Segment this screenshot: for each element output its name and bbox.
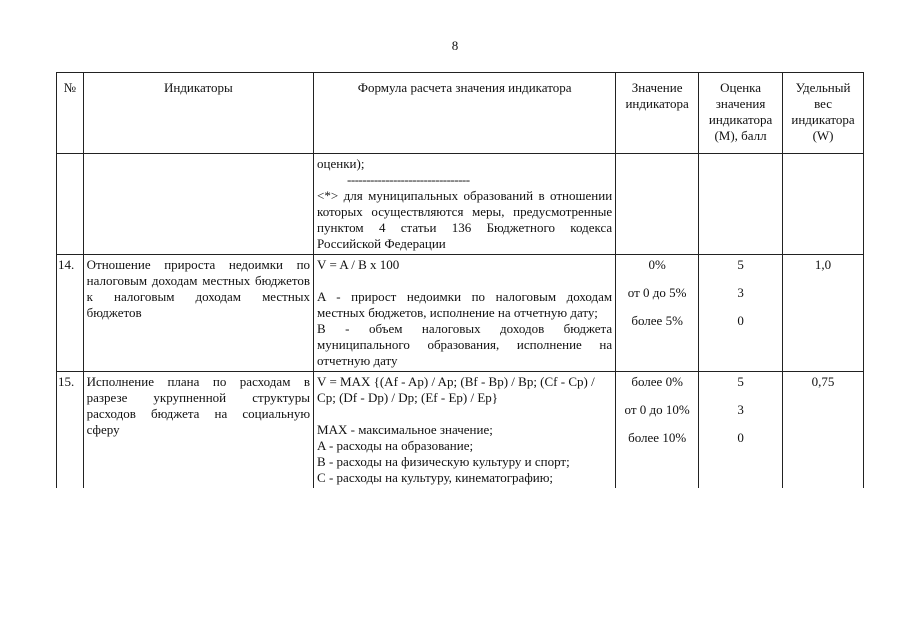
score-item: 0: [737, 313, 744, 328]
row-number: 14.: [57, 255, 84, 372]
header-estimate: Оценка значения индикатора (M), балл: [699, 73, 783, 154]
cell-num: [57, 154, 84, 255]
score-item: 5: [737, 374, 744, 389]
header-value: Значение индикатора: [616, 73, 699, 154]
header-weight: Удельный вес индикатора (W): [783, 73, 864, 154]
table-row-14: [57, 255, 864, 372]
value-cell: [616, 372, 699, 489]
weight-cell: 0,75: [783, 372, 864, 489]
score-cell: [699, 255, 783, 372]
table-row-15: [57, 372, 864, 489]
formula-max: MAX - максимальное значение;: [317, 422, 493, 437]
score-item: 0: [737, 430, 744, 445]
formula-var-a: A - расходы на образование;: [317, 438, 474, 453]
cell-formula: [314, 154, 616, 255]
value-item: от 0 до 5%: [627, 285, 687, 300]
cell-estimate: [699, 154, 783, 255]
formula-line: оценки);: [317, 156, 365, 171]
formula-main: V = MAX {(Af - Ap) / Ap; (Bf - Bp) / Bp; (Cf - Cp) / Cp; (Df - Dp) / Dp; (Ef - Ep) / Ep}: [317, 374, 595, 405]
formula-var-b: B - объем налоговых доходов бюджета муниципального образования, исполнение на отчетную дату: [317, 321, 613, 368]
value-item: более 0%: [631, 374, 683, 389]
indicators-table: [56, 72, 864, 488]
table-row-continuation: [57, 154, 864, 255]
value-item: более 10%: [628, 430, 687, 445]
header-formula: Формула расчета значения индикатора: [314, 73, 616, 154]
formula-main: V = A / B x 100: [317, 257, 400, 272]
header-num: №: [57, 73, 84, 154]
page-number: 8: [451, 38, 459, 53]
cell-value: [616, 154, 699, 255]
formula-cell: [314, 372, 616, 489]
table-header-row: [57, 73, 864, 154]
formula-separator: --------------------------------: [347, 172, 470, 187]
score-cell: [699, 372, 783, 489]
indicator-text: Отношение прироста недоимки по налоговым доходам местных бюджетов к налоговым доходам местных бюджетов: [83, 255, 313, 372]
formula-var-c: C - расходы на культуру, кинематографию;: [317, 470, 554, 485]
score-item: 3: [737, 285, 744, 300]
formula-cell: [314, 255, 616, 372]
header-indicators: Индикаторы: [83, 73, 313, 154]
formula-var-b: B - расходы на физическую культуру и спорт;: [317, 454, 570, 469]
value-item: более 5%: [631, 313, 683, 328]
formula-var-a: A - прирост недоимки по налоговым доходам местных бюджетов, исполнение на отчетную дату;: [317, 289, 613, 320]
row-number: 15.: [57, 372, 84, 489]
value-item: от 0 до 10%: [624, 402, 690, 417]
score-item: 5: [737, 257, 744, 272]
score-item: 3: [737, 402, 744, 417]
formula-footnote: <*> для муниципальных образований в отношении которых осуществляются меры, предусмотренные пунктом 4 статьи 136 Бюджетного кодекса Российской Федерации: [317, 188, 613, 251]
indicator-text: Исполнение плана по расходам в разрезе укрупненной структуры расходов бюджета на социальную сферу: [83, 372, 313, 489]
cell-indicator: [83, 154, 313, 255]
value-cell: [616, 255, 699, 372]
weight-cell: 1,0: [783, 255, 864, 372]
cell-weight: [783, 154, 864, 255]
value-item: 0%: [648, 257, 666, 272]
